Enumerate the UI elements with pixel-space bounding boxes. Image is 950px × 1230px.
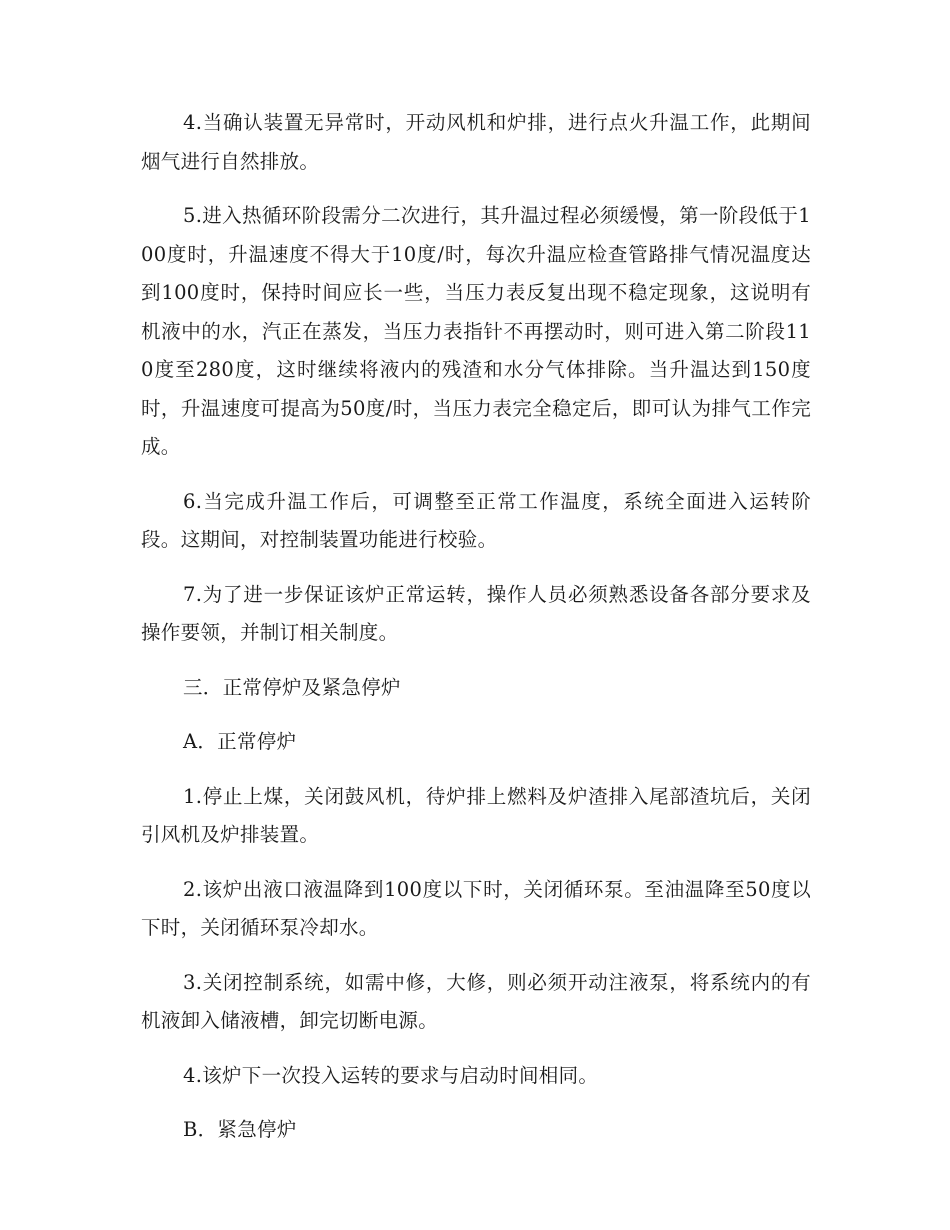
paragraph-step-5: 5.进入热循环阶段需分二次进行，其升温过程必须缓慢，第一阶段低于100度时，升温速度不得大于10度/时，每次升温应检查管路排气情况温度达到100度时，保持时间应长一些，当压力表反复出现不稳定现象，这说明有机液中的水，汽正在蒸发，当压力表指针不再摆动时，则可进入第二阶段110度至280度，这时继续将液内的残渣和水分气体排除。当升温达到150度时，升温速度可提高为50度/时，当压力表完全稳定后，即可认为排气工作完成。 xyxy=(141,204,811,458)
subsection-heading-b: B．紧急停炉 xyxy=(183,1118,297,1141)
paragraph-step-4: 4.当确认装置无异常时，开动风机和炉排，进行点火升温工作，此期间烟气进行自然排放。 xyxy=(141,111,811,173)
section-heading-3: 三．正常停炉及紧急停炉 xyxy=(183,675,401,699)
paragraph-a-1: 1.停止上煤，关闭鼓风机，待炉排上燃料及炉渣排入尾部渣坑后，关闭引风机及炉排装置。 xyxy=(141,784,811,846)
paragraph-step-7: 7.为了进一步保证该炉正常运转，操作人员必须熟悉设备各部分要求及操作要领，并制订相关制度。 xyxy=(141,582,811,644)
paragraph-a-4: 4.该炉下一次投入运转的要求与启动时间相同。 xyxy=(183,1063,599,1087)
paragraph-step-6: 6.当完成升温工作后，可调整至正常工作温度，系统全面进入运转阶段。这期间，对控制装置功能进行校验。 xyxy=(141,489,811,551)
paragraph-a-3: 3.关闭控制系统，如需中修，大修，则必须开动注液泵，将系统内的有机液卸入储液槽，卸完切断电源。 xyxy=(141,970,811,1032)
document-body xyxy=(141,104,811,1166)
paragraph-a-2: 2.该炉出液口液温降到100度以下时，关闭循环泵。至油温降至50度以下时，关闭循环泵冷却水。 xyxy=(141,877,811,939)
subsection-heading-a: A．正常停炉 xyxy=(183,730,297,753)
